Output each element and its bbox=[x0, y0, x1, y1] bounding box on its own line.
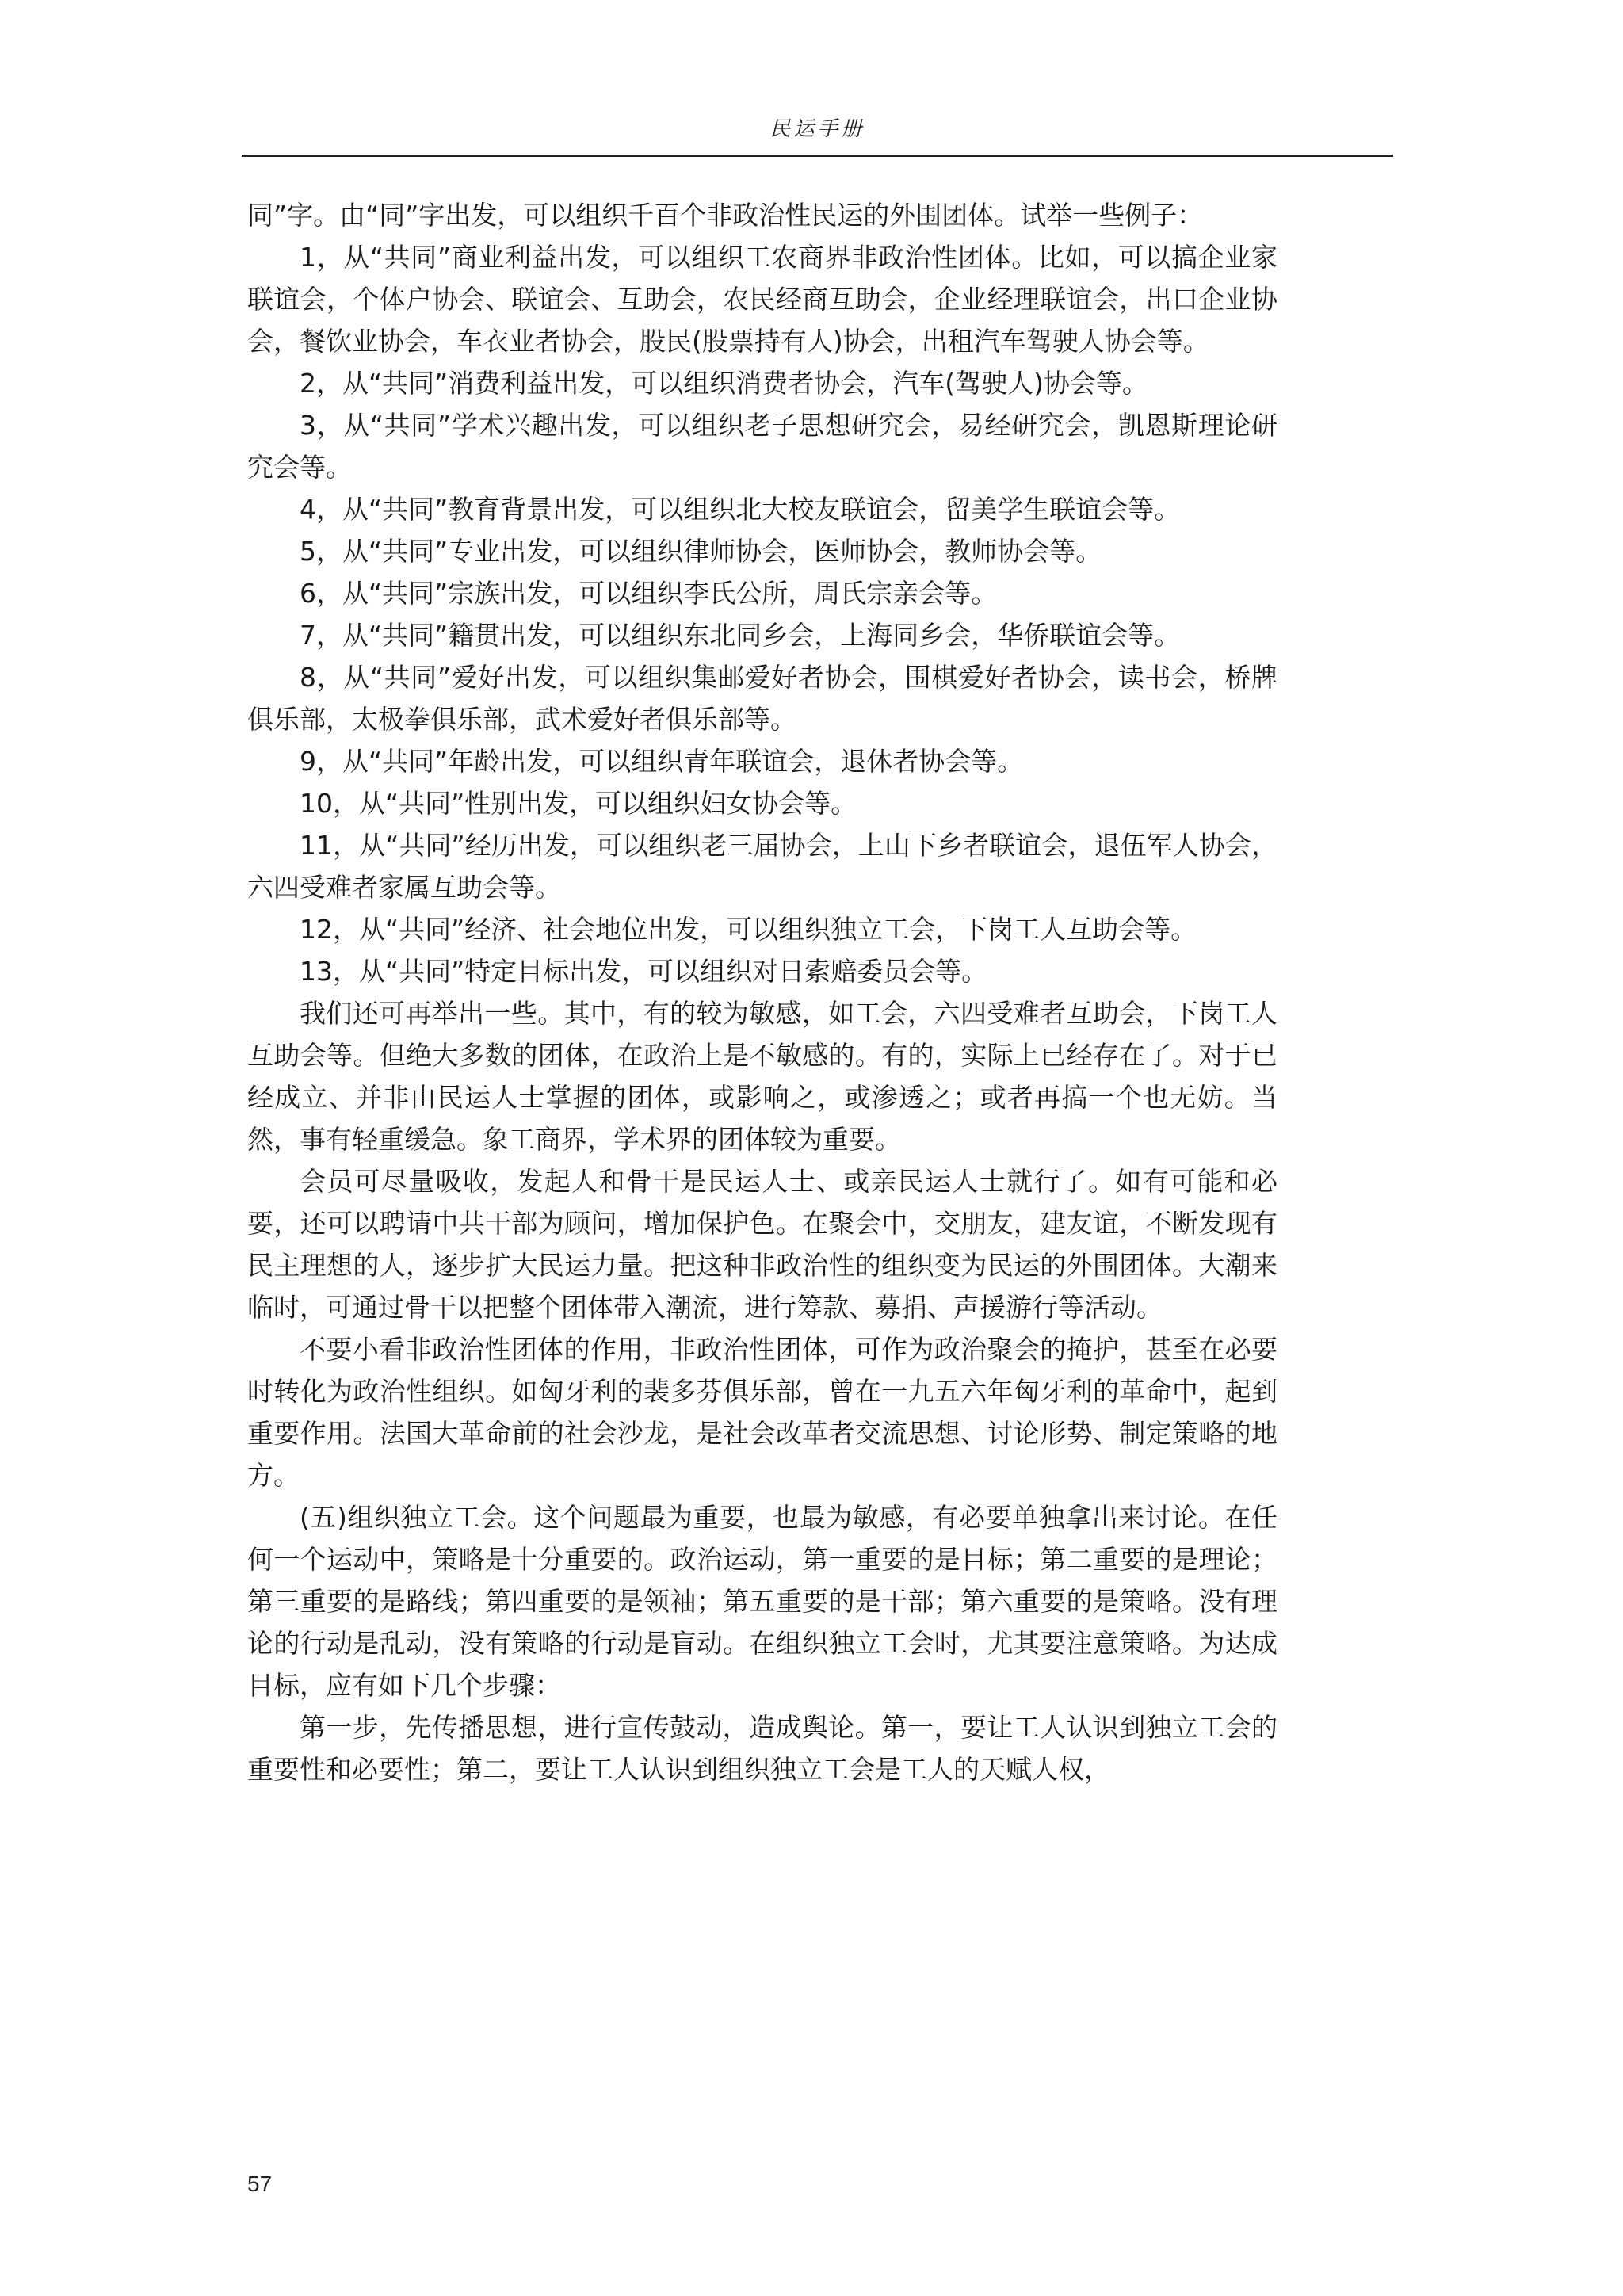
page-number: 57 bbox=[247, 2172, 273, 2196]
paragraph: 12，从“共同”经济、社会地位出发，可以组织独立工会，下岗工人互助会等。 bbox=[300, 914, 1197, 945]
paragraph: 2，从“共同”消费利益出发，可以组织消费者协会，汽车(驾驶人)协会等。 bbox=[300, 368, 1148, 399]
paragraph: (五)组织独立工会。这个问题最为重要，也最为敏感，有必要单独拿出来讨论。在任何一个运动中，策略是十分重要的。政治运动，第一重要的是目标；第二重要的是理论；第三重要的是路线；第四重要的是领袖；第五重要的是干部；第六重要的是策略。没有理论的行动是乱动，没有策略的行动是盲动。在组织独立工会时，尤其要注意策略。为达成目标，应有如下几个步骤： bbox=[247, 1502, 1277, 1701]
paragraph: 3，从“共同”学术兴趣出发，可以组织老子思想研究会，易经研究会，凯恩斯理论研究会等。 bbox=[247, 410, 1277, 483]
paragraph: 5，从“共同”专业出发，可以组织律师协会，医师协会，教师协会等。 bbox=[300, 536, 1102, 567]
header-rule bbox=[242, 155, 1393, 157]
paragraph: 会员可尽量吸收，发起人和骨干是民运人士、或亲民运人士就行了。如有可能和必要，还可以聘请中共干部为顾问，增加保护色。在聚会中，交朋友，建友谊，不断发现有民主理想的人，逐步扩大民运力量。把这种非政治性的组织变为民运的外围团体。大潮来临时，可通过骨干以把整个团体带入潮流，进行筹款、募捐、声援游行等活动。 bbox=[247, 1166, 1277, 1323]
paragraph: 不要小看非政治性团体的作用，非政治性团体，可作为政治聚会的掩护，甚至在必要时转化为政治性组织。如匈牙利的裴多芬俱乐部，曾在一九五六年匈牙利的革命中，起到重要作用。法国大革命前的社会沙龙，是社会改革者交流思想、讨论形势、制定策略的地方。 bbox=[247, 1334, 1277, 1491]
paragraph: 同”字。由“同”字出发，可以组织千百个非政治性民运的外围团体。试举一些例子： bbox=[247, 200, 1204, 231]
body-text bbox=[247, 194, 1277, 1790]
paragraph: 4，从“共同”教育背景出发，可以组织北大校友联谊会，留美学生联谊会等。 bbox=[300, 494, 1181, 525]
paragraph: 8，从“共同”爱好出发，可以组织集邮爱好者协会，围棋爱好者协会，读书会，桥牌俱乐部，太极拳俱乐部，武术爱好者俱乐部等。 bbox=[247, 662, 1277, 735]
paragraph: 7，从“共同”籍贯出发，可以组织东北同乡会，上海同乡会，华侨联谊会等。 bbox=[300, 620, 1181, 651]
paragraph: 9，从“共同”年龄出发，可以组织青年联谊会，退休者协会等。 bbox=[300, 746, 1024, 777]
paragraph: 13，从“共同”特定目标出发，可以组织对日索赔委员会等。 bbox=[300, 956, 988, 987]
paragraph: 我们还可再举出一些。其中，有的较为敏感，如工会，六四受难者互助会，下岗工人互助会等。但绝大多数的团体，在政治上是不敏感的。有的，实际上已经存在了。对于已经成立、并非由民运人士掌握的团体，或影响之，或渗透之；或者再搞一个也无妨。当然，事有轻重缓急。象工商界，学术界的团体较为重要。 bbox=[247, 998, 1277, 1155]
paragraph: 6，从“共同”宗族出发，可以组织李氏公所，周氏宗亲会等。 bbox=[300, 578, 998, 609]
paragraph: 10，从“共同”性别出发，可以组织妇女协会等。 bbox=[300, 788, 857, 819]
paragraph: 11，从“共同”经历出发，可以组织老三届协会，上山下乡者联谊会，退伍军人协会，六四受难者家属互助会等。 bbox=[247, 830, 1277, 903]
running-header: 民运手册 bbox=[769, 117, 865, 141]
paragraph: 第一步，先传播思想，进行宣传鼓动，造成舆论。第一，要让工人认识到独立工会的重要性和必要性；第二，要让工人认识到组织独立工会是工人的天赋人权， bbox=[247, 1712, 1277, 1785]
paragraph: 1，从“共同”商业利益出发，可以组织工农商界非政治性团体。比如，可以搞企业家联谊会，个体户协会、联谊会、互助会，农民经商互助会，企业经理联谊会，出口企业协会，餐饮业协会，车衣业者协会，股民(股票持有人)协会，出租汽车驾驶人协会等。 bbox=[247, 242, 1277, 357]
